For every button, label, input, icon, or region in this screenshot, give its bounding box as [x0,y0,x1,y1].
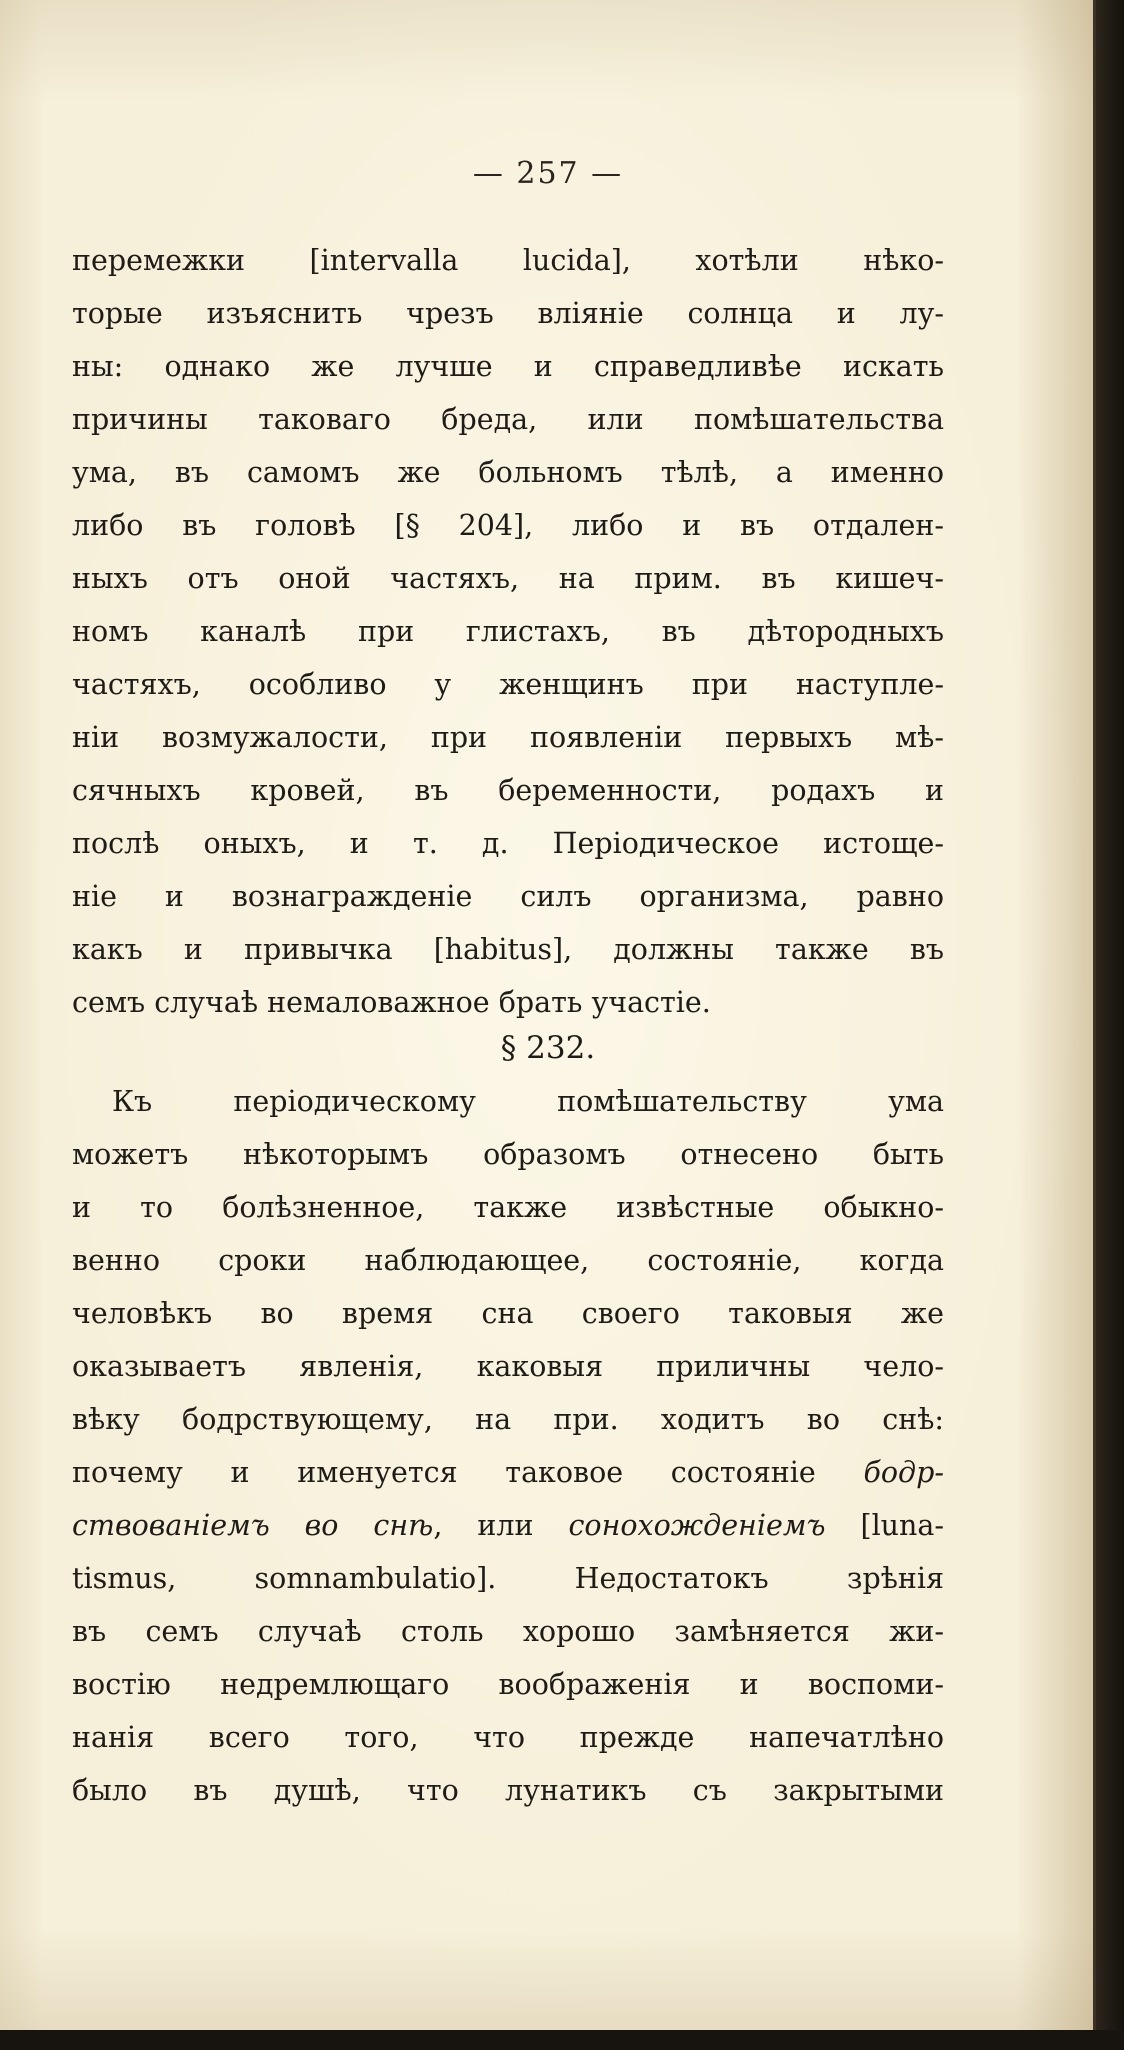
text-line: семъ случаѣ немаловажное брать участіе. [72,986,711,1019]
text-line [72,1499,944,1552]
text-line: Къ періодическому помѣшательству ума [112,1085,944,1118]
text-line: было въ душѣ, что лунатикъ съ закрытыми [72,1774,944,1807]
text-line: ныхъ отъ оной частяхъ, на прим. въ кишеч- [72,562,944,595]
italic-term: сонохожденіемъ [568,1509,826,1542]
text-line: востію недремлющаго воображенія и воспоми- [72,1668,944,1701]
text-line: торые изъяснить чрезъ вліяніе солнца и лу- [72,297,944,330]
text-line: и то болѣзненное, также извѣстные обыкно- [72,1191,944,1224]
text-line: нанія всего того, что прежде напечатлѣно [72,1721,944,1754]
paragraph-continuation [72,234,944,1029]
text-run: почему и именуется таковое состояніе [72,1456,864,1489]
text-line: номъ каналѣ при глистахъ, въ дѣтородныхъ [72,615,944,648]
text-line: ніи возмужалости, при появленіи первыхъ мѣ- [72,721,944,754]
italic-term: бодр- [863,1456,944,1489]
text-line: оказываетъ явленія, каковыя приличны чело- [72,1350,944,1383]
text-line: какъ и привычка [habitus], должны также въ [72,933,944,966]
page-bottom-edge [0,2030,1124,2050]
text-line: причины таковаго бреда, или помѣшательства [72,403,944,436]
text-line: частяхъ, особливо у женщинъ при наступле- [72,668,944,701]
text-line: tismus, somnambulatio]. Недостатокъ зрѣнія [72,1562,944,1595]
text-line: человѣкъ во время сна своего таковыя же [72,1297,944,1330]
text-line: сячныхъ кровей, въ беременности, родахъ и [72,774,944,807]
text-line: въ семъ случаѣ столь хорошо замѣняется жи- [72,1615,944,1648]
text-line [72,1446,944,1499]
paragraph-section-232 [72,1075,944,1817]
text-line: ума, въ самомъ же больномъ тѣлѣ, а именно [72,456,944,489]
text-line: ны: однако же лучше и справедливѣе искать [72,350,944,383]
text-line: либо въ головѣ [§ 204], либо и въ отдален- [72,509,944,542]
text-run: , или [433,1509,569,1542]
section-heading: § 232. [500,1030,596,1066]
text-run: [luna- [825,1509,945,1542]
text-line: венно сроки наблюдающее, состояніе, когда [72,1244,944,1277]
text-line: вѣку бодрствующему, на при. ходитъ во снѣ: [72,1403,944,1436]
text-line: ніе и вознагражденіе силъ организма, равно [72,880,944,913]
book-spine-edge [1096,0,1124,2050]
text-line: перемежки [intervalla lucida], хотѣли нѣко- [72,244,944,277]
page-number: — 257 — [472,156,624,191]
italic-term: ствованіемъ во снѣ [72,1509,434,1542]
text-line: послѣ оныхъ, и т. д. Періодическое истоще- [72,827,944,860]
text-line: можетъ нѣкоторымъ образомъ отнесено быть [72,1138,944,1171]
